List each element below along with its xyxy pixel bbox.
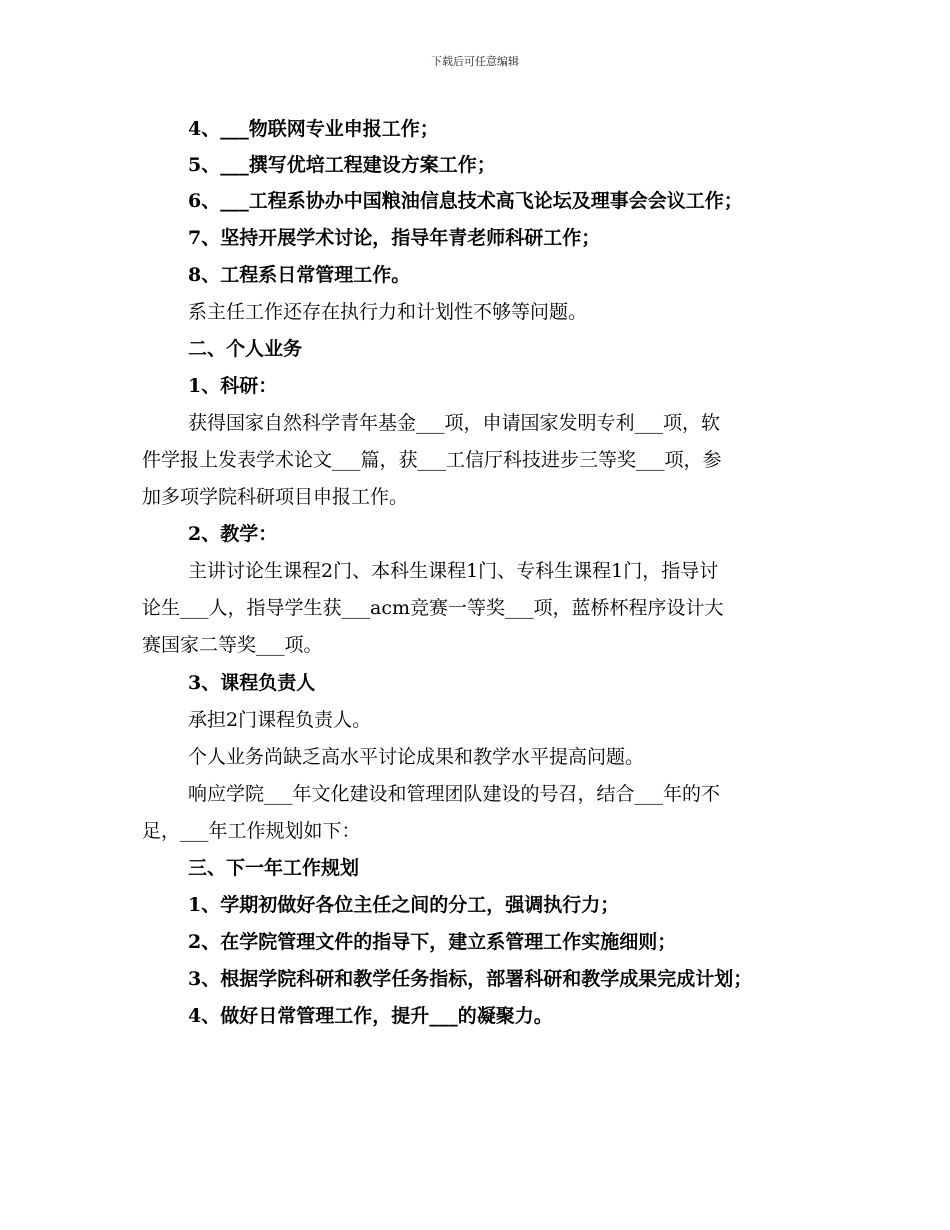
list-item: 2、在学院管理文件的指导下，建立系管理工作实施细则； <box>188 931 677 953</box>
paragraph: 承担2门课程负责人。 <box>188 709 372 731</box>
paragraph: 主讲讨论生课程2门、本科生课程1门、专科生课程1门，指导讨 <box>188 560 719 582</box>
paragraph: 系主任工作还存在执行力和计划性不够等问题。 <box>188 301 588 323</box>
list-item: 4、做好日常管理工作，提升___的凝聚力。 <box>188 1005 553 1027</box>
paragraph-line: 足，___年工作规划如下： <box>142 820 361 842</box>
paragraph-line: 件学报上发表学术论文___篇，获___工信厅科技进步三等奖___项，参 <box>142 449 722 471</box>
subsection-heading: 3、课程负责人 <box>188 672 316 694</box>
paragraph: 获得国家自然科学青年基金___项，申请国家发明专利___项，软 <box>188 412 721 434</box>
section-heading: 二、个人业务 <box>188 338 303 360</box>
list-item: 1、学期初做好各位主任之间的分工，强调执行力； <box>188 894 620 916</box>
paragraph-line: 赛国家二等奖___项。 <box>142 634 323 656</box>
section-heading: 三、下一年工作规划 <box>188 857 360 879</box>
page-header: 下载后可任意编辑 <box>431 55 519 68</box>
list-item: 8、工程系日常管理工作。 <box>188 264 411 286</box>
list-item: 5、___撰写优培工程建设方案工作； <box>188 154 496 176</box>
subsection-heading: 2、教学： <box>188 523 278 545</box>
paragraph: 个人业务尚缺乏高水平讨论成果和教学水平提高问题。 <box>188 746 645 768</box>
paragraph: 响应学院___年文化建设和管理团队建设的号召，结合___年的不 <box>188 783 721 805</box>
list-item: 3、根据学院科研和教学任务指标，部署科研和教学成果完成计划； <box>188 968 753 990</box>
list-item: 4、___物联网专业申报工作； <box>188 118 439 140</box>
list-item: 6、___工程系协办中国粮油信息技术高飞论坛及理事会会议工作； <box>188 190 743 212</box>
paragraph-line: 论生___人，指导学生获___acm竞赛一等奖___项，蓝桥杯程序设计大 <box>142 597 724 619</box>
subsection-heading: 1、科研： <box>188 375 278 397</box>
list-item: 7、坚持开展学术讨论，指导年青老师科研工作； <box>188 227 601 249</box>
paragraph-line: 加多项学院科研项目申报工作。 <box>142 486 409 508</box>
